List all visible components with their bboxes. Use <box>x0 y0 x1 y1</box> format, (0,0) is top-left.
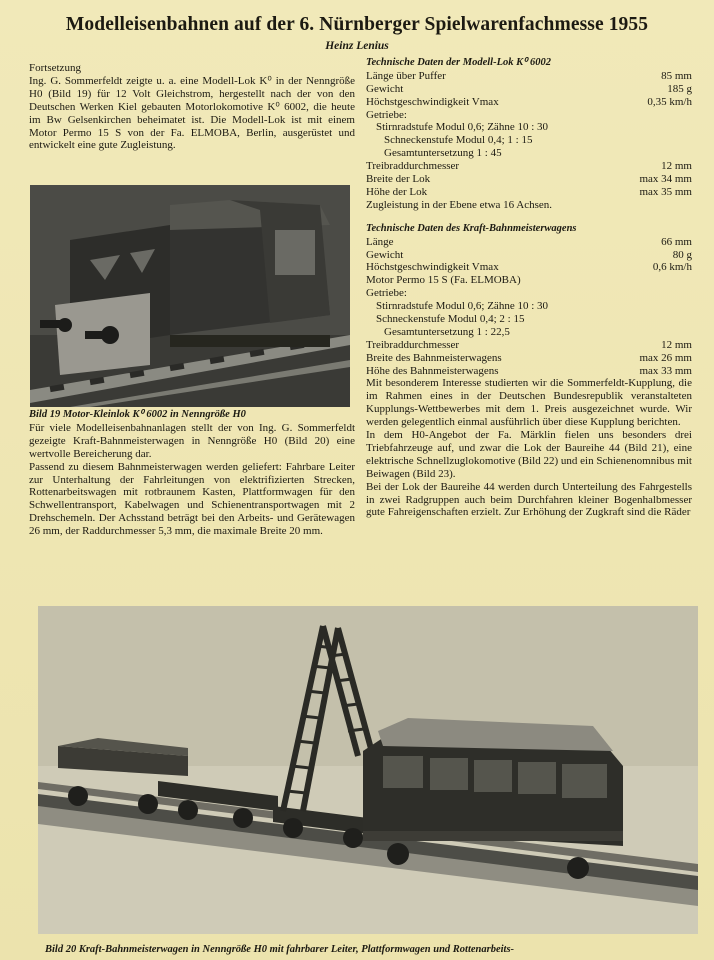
spec-row <box>366 96 692 109</box>
spec-label: Getriebe: <box>366 108 407 121</box>
spec-value: 0,35 km/h <box>647 95 692 108</box>
spec-label: Länge über Puffer <box>366 69 446 82</box>
spec-row <box>366 300 692 313</box>
spec-label: Höchstgeschwindigkeit Vmax <box>366 95 499 108</box>
spec-value: max 26 mm <box>639 351 692 364</box>
spec-label: Gewicht <box>366 248 404 261</box>
bahnmeisterwagen-illustration <box>38 606 698 934</box>
spec-value: max 34 mm <box>639 173 692 186</box>
caption-bild-20: Bild 20 Kraft-Bahnmeisterwagen in Nenngröße H0 mit fahrbarer Leiter, Plattformwagen und Rottenarbeits- <box>45 944 515 955</box>
spec-row <box>366 121 692 134</box>
left-paragraph-3: Passend zu diesem Bahnmeisterwagen werden geliefert: Fahrbare Leiter zur Unterhaltung der Fahrleitungen von elektrifizierten Strecken, Rottenarbeitswagen mit rotbraunem Kasten, Plattformwagen für den Schwellentransport, Kabelwagen und Schienentransportwagen mit 2 Drehschemeln. Der Achsstand beträgt bei den Arbeits- und Gerätewagen 26 mm, der Raddurchmesser 5,3 mm, die maximale Breite 20 mm. <box>29 460 355 538</box>
spec-label: Breite der Lok <box>366 173 431 186</box>
spec-row <box>366 365 692 378</box>
spec-label: Schneckenstufe Modul 0,4; 1 : 15 <box>384 134 533 147</box>
spec-label: Länge <box>366 235 394 248</box>
spec-value: 80 g <box>672 248 692 261</box>
spec-table-bahnmeisterwagen <box>366 236 692 378</box>
spec-label: Höhe der Lok <box>366 185 428 198</box>
caption-bild-19: Bild 19 Motor-Kleinlok K⁰ 6002 in Nenngröße H0 <box>29 409 246 420</box>
spec-label: Gesamtuntersetzung 1 : 22,5 <box>384 325 510 338</box>
left-column-bottom <box>29 409 355 538</box>
spec-label: Schneckenstufe Modul 0,4; 2 : 15 <box>376 312 525 325</box>
spec-heading-locomotive: Technische Daten der Modell-Lok K⁰ 6002 <box>366 57 551 68</box>
continued-label: Fortsetzung <box>29 62 81 74</box>
spec-row <box>366 147 692 160</box>
spec-label: Treibraddurchmesser <box>366 160 460 173</box>
right-paragraph-3: Bei der Lok der Baureihe 44 werden durch Unterteilung des Fahrgestells in zwei Radgruppen auch beim Durchfahren kleiner Bogenhalbmesser gute Fahreigenschaften erzielt. Zur Erhöhung der Zugkraft sind die Räder <box>366 480 692 519</box>
spec-row <box>366 109 692 122</box>
spec-value: 66 mm <box>661 235 692 248</box>
spec-label: Getriebe: <box>366 287 407 300</box>
left-column-top <box>29 62 355 152</box>
right-paragraph-1: Mit besonderem Interesse studierten wir die Sommerfeldt-Kupplung, die im Rahmen eines in der Deutschen Bundesrepublik veranstalteten Kupplungs-Wettbewerbes mit dem 1. Preis ausgezeichnet wurde. Wir werden gelegentlich einmal ausführlich über diese Kupplung berichten. <box>366 377 692 429</box>
spec-row <box>366 274 692 287</box>
article-title: Modelleisenbahnen auf der 6. Nürnberger Spielwarenfachmesse 1955 <box>65 14 649 35</box>
spec-row <box>366 249 692 262</box>
spec-label: Breite des Bahnmeisterwagens <box>366 351 502 364</box>
spec-row <box>366 313 692 326</box>
spec-label: Stirnradstufe Modul 0,6; Zähne 10 : 30 <box>376 121 549 134</box>
spec-value: 185 g <box>667 82 692 95</box>
spec-row <box>366 199 692 212</box>
left-paragraph-1: Ing. G. Sommerfeldt zeigte u. a. eine Modell-Lok K⁰ in der Nenngröße H0 (Bild 19) für 12 Volt Gleichstrom, hergestellt nach der von den Deutschen Werken Kiel gebauten Motorlokomotive K⁰ 6002, die heute im Bw Gelsenkirchen beheimatet ist. Die Modell-Lok ist mit einem Motor Permo 15 S von der Fa. ELMOBA, Berlin, ausgerüstet und entwickelt eine gute Zugleistung. <box>29 74 355 152</box>
spec-value: 12 mm <box>661 338 692 351</box>
spec-label: Höchstgeschwindigkeit Vmax <box>366 261 499 274</box>
spec-row <box>366 261 692 274</box>
spec-row <box>366 134 692 147</box>
spec-label: Höhe des Bahnmeisterwagens <box>366 364 499 377</box>
photo-bahnmeisterwagen <box>38 606 698 934</box>
spec-value: 85 mm <box>661 69 692 82</box>
author: Heinz Lenius <box>325 40 389 52</box>
spec-value: 0,6 km/h <box>652 261 692 274</box>
spec-heading-bahnmeisterwagen: Technische Daten des Kraft-Bahnmeisterwagens <box>366 222 577 234</box>
spec-row <box>366 339 692 352</box>
spec-label: Stirnradstufe Modul 0,6; Zähne 10 : 30 <box>376 300 549 313</box>
spec-row <box>366 83 692 96</box>
spec-row <box>366 287 692 300</box>
spec-row <box>366 186 692 199</box>
left-paragraph-2: Für viele Modelleisenbahnanlagen stellt der von Ing. G. Sommerfeldt gezeigte Kraft-Bahnmeisterwagen in Nenngröße H0 (Bild 20) eine wertvolle Bereicherung dar. <box>29 421 355 460</box>
spec-value: max 35 mm <box>639 185 692 198</box>
spec-label: Zugleistung in der Ebene etwa 16 Achsen. <box>366 198 553 211</box>
spec-label: Motor Permo 15 S (Fa. ELMOBA) <box>366 274 521 287</box>
spec-row <box>366 173 692 186</box>
spec-value: 12 mm <box>661 160 692 173</box>
spec-table-locomotive <box>366 70 692 212</box>
spec-row <box>366 352 692 365</box>
spec-label: Gewicht <box>366 82 404 95</box>
right-paragraph-2: In dem H0-Angebot der Fa. Märklin fielen uns besonders drei Triebfahrzeuge auf, und zwar die Lok der Baureihe 44 (Bild 21), eine elektrische Schnellzuglokomotive (Bild 22) und ein Schienenomnibus mit Beiwagen (Bild 23). <box>366 429 692 480</box>
spec-row <box>366 160 692 173</box>
spec-label: Treibraddurchmesser <box>366 338 460 351</box>
spec-row <box>366 326 692 339</box>
right-column <box>366 57 692 519</box>
photo-locomotive <box>30 185 350 407</box>
spec-label: Gesamtuntersetzung 1 : 45 <box>384 147 502 160</box>
locomotive-illustration <box>30 185 350 407</box>
spec-row <box>366 236 692 249</box>
spec-row <box>366 70 692 83</box>
spec-value: max 33 mm <box>639 364 692 377</box>
